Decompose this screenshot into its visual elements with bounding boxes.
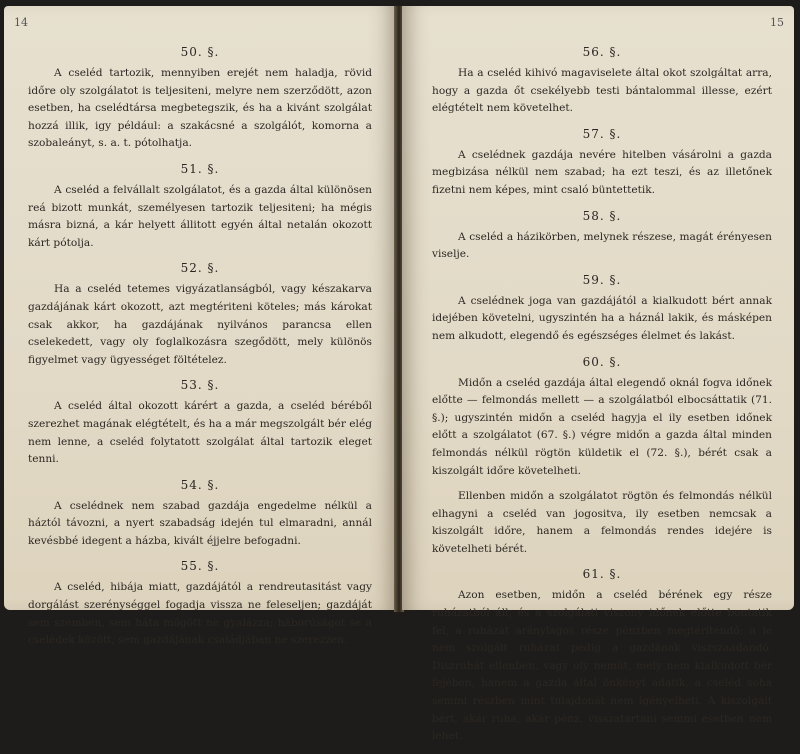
section-paragraph: Ha a cseléd tetemes vigyázatlanságból, vagy készakarva gazdájának kárt okozott, azt megtériteni köteles; más károkat csak akkor, ha gazdájának nyilvános parancsa ellen cselekedett, vagy oly foglalkozásra szegődött, mely különös figyelmet vagy ügyességet föltételez.: [28, 283, 372, 366]
section-paragraph: A cseléd, hibája miatt, gazdájától a rendreutasitást vagy dorgálást szerénységgel fogadja vissza ne feleseljen; gazdáját sem szemben, sem háta mögött ne gyalázza; háborúságot se a cselédek között, sem gazdájának családjában ne szerezzen.: [28, 581, 372, 647]
section-heading: 58. §.: [582, 208, 622, 223]
book-spread: [4, 6, 796, 743]
right-page: [402, 6, 794, 743]
section-heading: 50. §.: [180, 45, 220, 59]
section-paragraph: A cseléd által okozott kárért a gazda, a cseléd béréből szerezhet magának elégtételt, és ha a már megszolgált bér elég nem lenne, a cseléd folytatott szolgálat által tartozik eleget tenni.: [28, 400, 372, 466]
section-paragraph: Midőn a cseléd gazdája által elegendő oknál fogva időnek előtte — felmondás mellett — a szolgálatból elbocsáttatik (71. §.); ugyszintén midőn a cseléd hagyja el ily esetben időnek előtt a szolgálatot (67. §.) végre midőn a gazda által minden felmondás nélkül rögtön küldetik el (72. §.), bérét csak a kiszolgált időre követelheti.: [432, 376, 772, 477]
section-paragraph: Ellenben midőn a szolgálatot rögtön és felmondás nélkül elhagyni a cseléd van jogositva, ily esetben nemcsak a kiszolgált időre, hanem a felmondás rendes idejére is követelheti bérét.: [432, 490, 772, 555]
left-page: [4, 6, 396, 647]
section-paragraph: A cseléd tartozik, mennyiben erejét nem haladja, rövid időre oly szolgálatot is teljesiteni, melyre nem szerződött, azon esetben, ha cselédtársa megbetegszik, és ha a kivánt szolgálat hozzá illik, igy például: a szakácsné a szolgálót, komorna a szobaleányt, s. a. t. pótolhatja.: [28, 67, 372, 150]
section-heading: 54. §.: [180, 477, 220, 492]
page-number-right: 15: [770, 16, 784, 29]
section-heading: 55. §.: [180, 559, 220, 574]
section-heading: 56. §.: [582, 45, 622, 59]
page-number-left: 14: [14, 16, 28, 29]
section-paragraph: A cseléd a házikörben, melynek részese, magát érényesen viselje.: [432, 230, 772, 261]
left-text-column: [28, 44, 372, 658]
right-text-column: [432, 44, 772, 754]
section-heading: 53. §.: [180, 378, 220, 393]
section-heading: 59. §.: [582, 272, 622, 287]
section-heading: 60. §.: [582, 354, 622, 369]
section-paragraph: A cselédnek nem szabad gazdája engedelme nélkül a háztól távozni, a nyert szabadság idején tul elmaradni, annál kevésbbé idegent a házba, kivált éjjelre befogadni.: [28, 499, 372, 547]
section-paragraph: A cselédnek gazdája nevére hitelben vásárolni a gazda megbizása nélkül nem szabad; ha ezt teszi, és az illetőnek fizetni nem képes, mint csaló büntettetik.: [432, 148, 772, 196]
section-heading: 52. §.: [180, 261, 220, 276]
section-heading: 51. §.: [180, 161, 220, 176]
section-heading: 57. §.: [582, 126, 622, 141]
section-paragraph: A cseléd a felvállalt szolgálatot, és a gazda által különösen reá bizott munkát, személyesen tartozik teljesiteni; ha mégis másra bizná, a kár helyett állitott egyén által netalán okozott kárt pótolja.: [28, 183, 372, 249]
section-paragraph: A cselédnek joga van gazdájától a kialkudott bért annak idejében követelni, ugyszintén ha a háznál lakik, és másképen nem alkudott, elegendő és egészséges élelmet és lakást.: [432, 294, 772, 342]
section-paragraph: Ha a cseléd kihivó magaviselete által okot szolgáltat arra, hogy a gazda őt csekélyebb testi bántalommal illesse, ezért elégtételt nem követelhet.: [432, 67, 772, 115]
section-heading: 61. §.: [582, 567, 622, 582]
section-paragraph: Azon esetben, midőn a cseléd bérének egy része ruházatból áll, és a szolgálati viszony időnek előtte bontatik fel, a ruházat aránylagos része pénzben megtérítendő; a le nem szolgált ruházat pedig a gazdának viszszaadandó. Diszruhát ellenben, vagy oly neműt, mely nem kialkudott bér fejében, hanem a gazda által önkényt adatik, a cseléd soha semmi részben mint tulajdonát nem igényelheti. A kiszolgált bért, akár ruha, akár pénz, visszatartani semmi esetben nem lehet.: [432, 589, 772, 743]
